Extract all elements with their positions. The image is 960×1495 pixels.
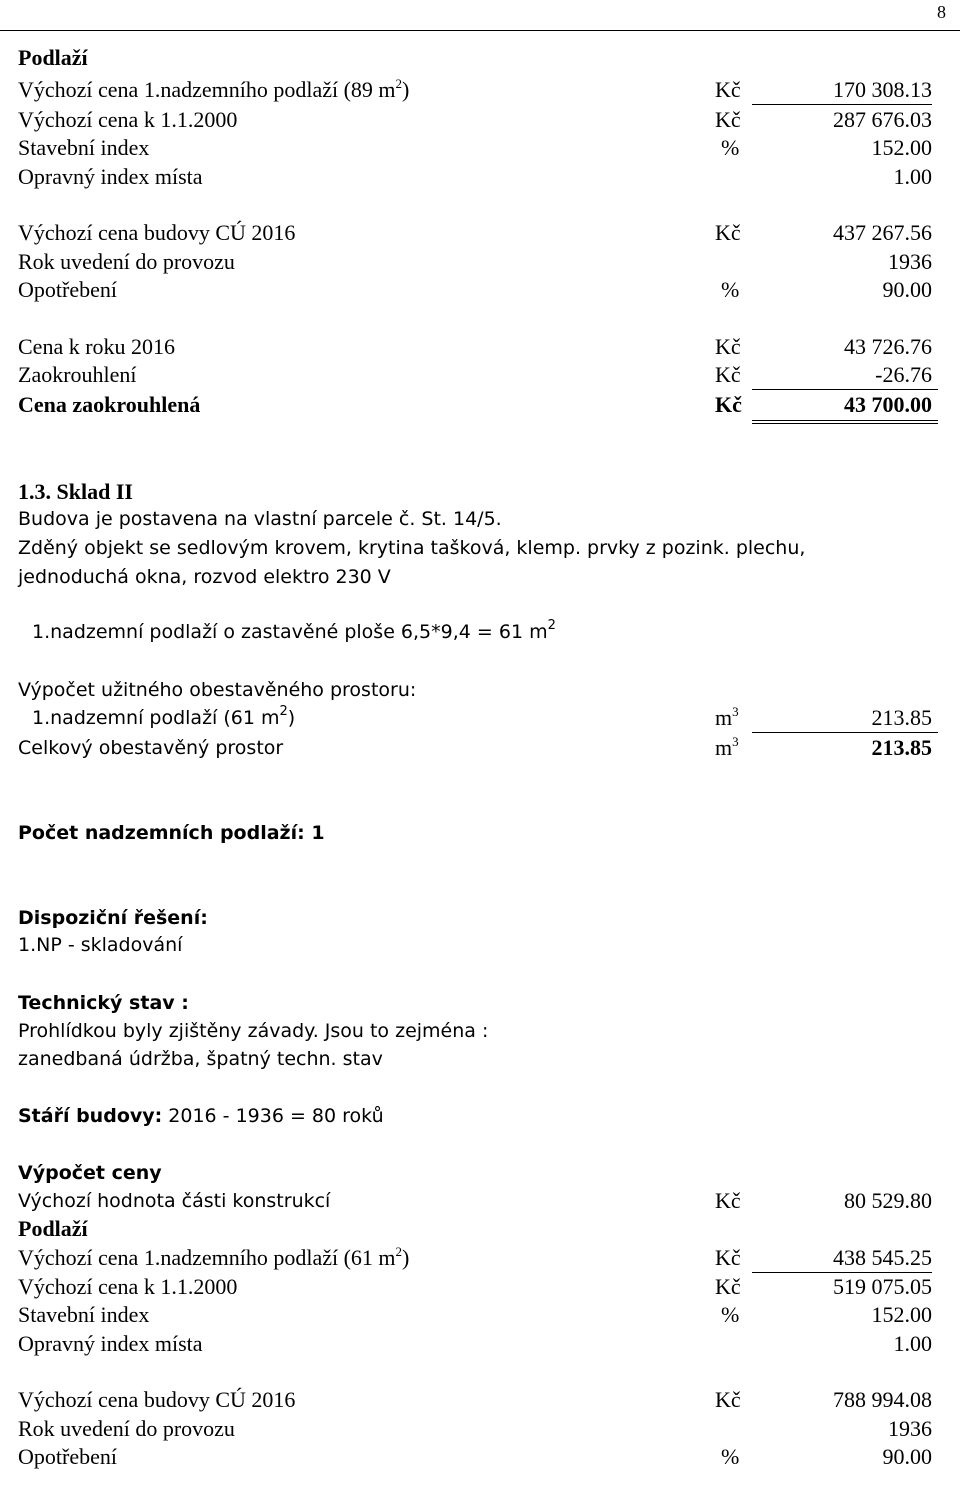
volume-row: 1.nadzemní podlaží (61 $m^2$) $m^3$ 213.85 [32, 704, 932, 730]
table-row: Výchozí cena k 1.1.2000 Kč 519 075.05 [18, 1274, 932, 1299]
floor-area: 1.nadzemní podlaží o zastavěné ploše 6,5*9,4 = 61 $m^2$ [32, 618, 556, 643]
description-line: Zděný objekt se sedlovým krovem, krytina tašková, klemp. prvky z pozink. plechu, [18, 537, 806, 559]
floors-count: Počet nadzemních podlaží: 1 [18, 822, 325, 844]
tech-text: zanedbaná údržba, špatný techn. stav [18, 1048, 383, 1070]
table-row: Výchozí cena budovy CÚ 2016 Kč 437 267.56 [18, 220, 932, 245]
double-rule-2 [752, 423, 938, 424]
building-age: Stáří budovy: 2016 - 1936 = 80 roků [18, 1105, 384, 1127]
table-row: Výchozí cena budovy CÚ 2016 Kč 788 994.08 [18, 1387, 932, 1412]
volume-heading: Výpočet užitného obestavěného prostoru: [18, 679, 417, 701]
table-row: Výchozí hodnota části konstrukcí Kč 80 529.80 [18, 1188, 932, 1213]
double-rule-1 [752, 420, 938, 421]
table-row: Cena k roku 2016 Kč 43 726.76 [18, 334, 932, 359]
layout-text: 1.NP - skladování [18, 934, 183, 956]
table-row: Opotřebení % 90.00 [18, 277, 932, 302]
table-row: Rok uvedení do provozu 1936 [18, 1416, 932, 1441]
table-row: Opravný index místa 1.00 [18, 164, 932, 189]
table-row: Výchozí cena 1.nadzemního podlaží (89 $m^2$) Kč 170 308.13 [18, 76, 932, 102]
sum-rule [752, 104, 932, 105]
table-row: Zaokrouhlení Kč -26.76 [18, 362, 932, 387]
description-line: jednoduchá okna, rozvod elektro 230 V [18, 566, 391, 588]
table-row: Výchozí cena k 1.1.2000 Kč 287 676.03 [18, 107, 932, 132]
tech-heading: Technický stav : [18, 992, 189, 1014]
layout-heading: Dispoziční řešení: [18, 907, 208, 929]
table-row: Opotřebení % 90.00 [18, 1444, 932, 1469]
table-row: Opravný index místa 1.00 [18, 1331, 932, 1356]
total-rule [752, 389, 938, 390]
table-row: Rok uvedení do provozu 1936 [18, 249, 932, 274]
parcel-text: Budova je postavena na vlastní parcele č. St. 14/5. [18, 508, 502, 530]
section2-heading: Podlaží [18, 1216, 88, 1241]
section1-heading: Podlaží [18, 45, 88, 70]
tech-text: Prohlídkou byly zjištěny závady. Jsou to zejména : [18, 1020, 489, 1042]
table-row-total: Cena zaokrouhlená Kč 43 700.00 [18, 392, 932, 417]
table-row: Výchozí cena 1.nadzemního podlaží (61 $m^2$) Kč 438 545.25 [18, 1244, 932, 1270]
header-rule [0, 30, 960, 31]
table-row: Stavební index % 152.00 [18, 135, 932, 160]
table-row: Stavební index % 152.00 [18, 1302, 932, 1327]
section-title: 1.3. Sklad II [18, 479, 133, 504]
volume-total: Celkový obestavěný prostor $m^3$ 213.85 [18, 734, 932, 760]
calc-heading: Výpočet ceny [18, 1162, 162, 1184]
sum-rule [752, 732, 938, 733]
page-number: 8 [937, 2, 946, 22]
